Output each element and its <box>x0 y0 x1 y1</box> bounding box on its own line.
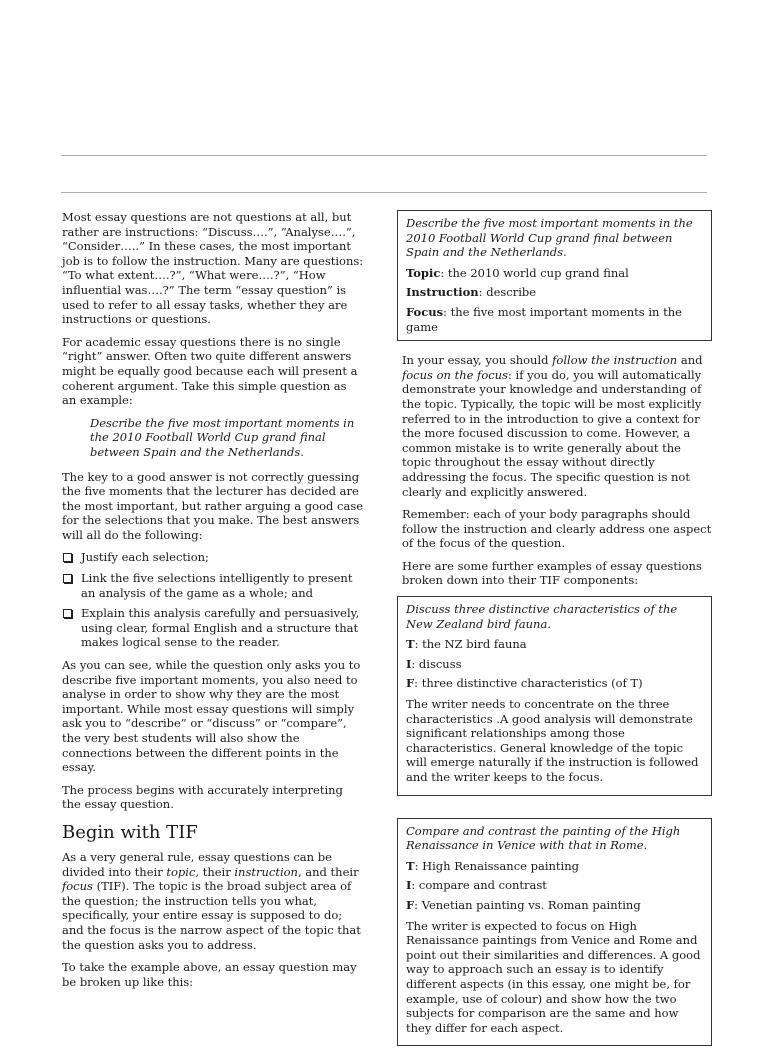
intro-paragraph: Most essay questions are not questions at all, but rather are instructions: “Discuss….”, “Analyse….”, “Consider…..” In these cases, the most important job is to follow the instruction. Many are questions: “To what extent….?”, “What were….?”, “How influential was….?” The term “essay question” is used to refer to all essay tasks, whether they are instructions or questions. <box>62 210 364 327</box>
box-f-row: F: Venetian painting vs. Roman painting <box>406 897 641 912</box>
box-question: Compare and contrast the painting of the High Renaissance in Venice with that in Rome. <box>406 823 681 853</box>
header-rule-bottom <box>61 192 707 193</box>
example-question-quote: Describe the five most important moments in the 2010 Football World Cup grand final between Spain and the Netherlands. <box>90 415 355 459</box>
box-i-row: I: compare and contrast <box>406 878 547 893</box>
box-t-row: T: the NZ bird fauna <box>406 637 527 652</box>
best-answers-list <box>62 550 364 650</box>
tif-definition-paragraph: As a very general rule, essay questions can be divided into their topic, their instruction, and their focus (TIF). The topic is the broad subject area of the question; the instruction tells you what, specifically, your entire essay is supposed to do; and the focus is the narrow aspect of the topic that the question asks you to address. <box>62 849 361 952</box>
right-column <box>402 210 712 1058</box>
box-t-row: T: High Renaissance painting <box>406 858 579 873</box>
example-breakdown-paragraph: To take the example above, an essay question may be broken up like this: <box>62 960 357 989</box>
section-heading-tif: Begin with TIF <box>62 821 198 843</box>
box-i-row: I: discuss <box>406 656 462 671</box>
process-paragraph: The process begins with accurately interpreting the essay question. <box>62 782 343 812</box>
tif-example-box-renaissance <box>397 818 712 1047</box>
checkbox-bullet-icon <box>63 553 72 562</box>
analyse-paragraph: As you can see, while the question only asks you to describe five important moments, you also need to analyse in order to show why they are the most important. While most essay questions will simply ask you to “describe” or “discuss” or “compare”, the very best students will also show the connections between the different points in the essay. <box>62 658 361 775</box>
remember-paragraph: Remember: each of your body paragraphs should follow the instruction and clearly address one aspect of the focus of the question. <box>402 507 712 551</box>
box-f-row: F: three distinctive characteristics (of T) <box>406 676 643 691</box>
key-to-good-answer-paragraph: The key to a good answer is not correctly guessing the five moments that the lecturer has decided are the most important, but rather arguing a good case for the selections that you make. The best answers will all do the following: <box>62 469 364 542</box>
checkbox-bullet-icon <box>63 609 72 618</box>
further-examples-paragraph: Here are some further examples of essay questions broken down into their TIF components: <box>402 558 702 588</box>
left-column <box>62 210 364 997</box>
box-topic-row: Topic: the 2010 world cup grand final <box>406 265 629 280</box>
box-explanation: The writer is expected to focus on High Renaissance paintings from Venice and Rome and point out their similarities and differences. A good way to approach such an essay is to identify different aspects (in this essay, one might be, for example, use of colour) and show how the two subjects for comparison are the same and how they differ for each aspect. <box>406 918 701 1035</box>
list-item: Link the five selections intelligently to present an analysis of the game as a whole; and <box>62 571 364 600</box>
box-question: Describe the five most important moments in the 2010 Football World Cup grand final between Spain and the Netherlands. <box>406 216 693 260</box>
no-right-answer-paragraph: For academic essay questions there is no single “right” answer. Often two quite different answers might be equally good because each will present a coherent argument. Take this simple question as an example: <box>62 334 358 408</box>
box-focus-row: Focus: the five most important moments in the game <box>406 304 682 334</box>
box-instruction-row: Instruction: describe <box>406 285 537 300</box>
tif-example-box-worldcup <box>397 210 712 341</box>
list-item: Justify each selection; <box>62 550 364 565</box>
header-rule-top <box>61 155 707 156</box>
follow-instruction-paragraph: In your essay, you should follow the instruction and focus on the focus: if you do, you will automatically demonstrate your knowledge and understanding of the topic. Typically, the topic will be most explicitly referred to in the introduction to give a context for the more focused discussion to come. However, a common mistake is to write generally about the topic throughout the essay without directly addressing the focus. The specific question is not clearly and explicitly answered. <box>402 353 703 499</box>
checkbox-bullet-icon <box>63 574 72 583</box>
box-explanation: The writer needs to concentrate on the three characteristics .A good analysis will demonstrate significant relationships among those characteristics. General knowledge of the topic will emerge naturally if the instruction is followed and the writer keeps to the focus. <box>406 697 699 784</box>
box-question: Discuss three distinctive characteristics of the New Zealand bird fauna. <box>406 602 678 631</box>
list-item: Explain this analysis carefully and persuasively, using clear, formal English and a structure that makes logical sense to the reader. <box>62 606 364 650</box>
tif-example-box-nz-birds <box>397 596 712 796</box>
